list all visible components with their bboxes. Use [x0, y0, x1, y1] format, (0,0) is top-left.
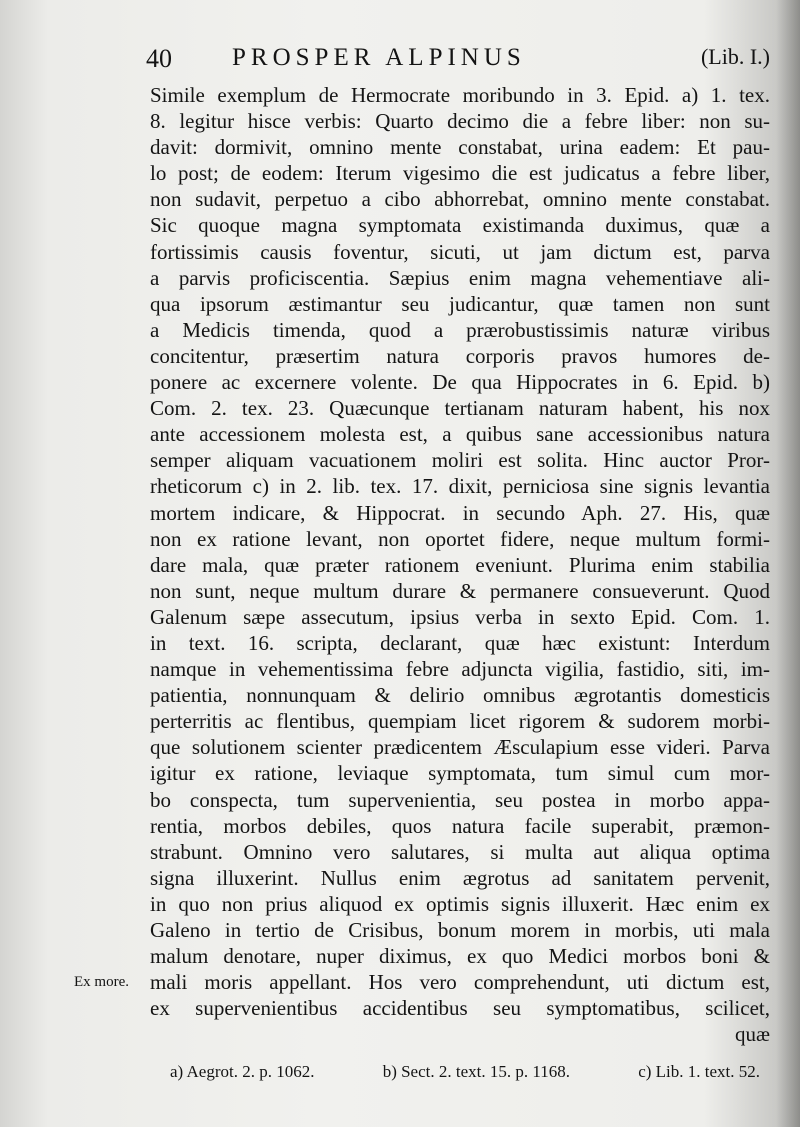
- body-text: [150, 82, 770, 1047]
- text-line: concitentur, præsertim natura corporis pravos humores de-: [150, 343, 770, 368]
- text-line: rentia, morbos debiles, quos natura facile superabit, præmon-: [150, 813, 770, 838]
- footnote-c: c) Lib. 1. text. 52.: [638, 1062, 760, 1081]
- text-line: ponere ac excernere volente. De qua Hippocrates in 6. Epid. b): [150, 370, 770, 395]
- text-line: strabunt. Omnino vero salutares, si multa aut aliqua optima: [150, 839, 770, 864]
- text-line: namque in vehementissima febre adjuncta vigilia, fastidio, siti, im-: [150, 657, 770, 682]
- footnote-a: a) Aegrot. 2. p. 1062.: [170, 1062, 315, 1081]
- text-line: davit: dormivit, omnino mente constabat, urina eadem: Et pau-: [150, 135, 770, 160]
- text-line: Galenum sæpe assecutum, ipsius verba in sexto Epid. Com. 1.: [150, 604, 770, 629]
- page-number: 40: [146, 44, 172, 73]
- text-line: ex supervenientibus accidentibus seu symptomatibus, scilicet,: [150, 996, 770, 1021]
- text-line: Simile exemplum de Hermocrate moribundo in 3. Epid. a) 1. tex.: [150, 83, 770, 107]
- text-line: Galeno in tertio de Crisibus, bonum morem in morbis, uti mala: [150, 918, 770, 942]
- text-line: semper aliquam vacuationem moliri est solita. Hinc auctor Pror-: [150, 448, 770, 473]
- text-line: que solutionem scienter prædicentem Æsculapium esse videri. Parva: [150, 735, 770, 760]
- text-line: igitur ex ratione, leviaque symptomata, tum simul cum mor-: [150, 761, 770, 786]
- text-line: qua ipsorum æstimantur seu judicantur, quæ tamen non sunt: [150, 291, 770, 316]
- footnotes: [170, 1062, 760, 1082]
- text-line: a Medicis timenda, quod a prærobustissimis naturæ viribus: [150, 317, 770, 342]
- footnote-b: b) Sect. 2. text. 15. p. 1168.: [382, 1062, 570, 1081]
- text-line: mali moris appellant. Hos vero comprehendunt, uti dictum est,: [150, 970, 770, 995]
- text-line: non ex ratione levant, non oportet fidere, neque multum formi-: [150, 526, 770, 551]
- text-line: fortissimis causis foventur, sicuti, ut jam dictum est, parva: [150, 239, 770, 264]
- text-line: in quo non prius aliquod ex optimis signis illuxerit. Hæc enim ex: [150, 891, 770, 916]
- margin-note: Ex more.: [74, 974, 129, 990]
- text-line: signa illuxerint. Nullus enim ægrotus ad sanitatem pervenit,: [150, 865, 770, 890]
- book-reference: (Lib. I.): [700, 44, 770, 69]
- text-line: 8. legitur hisce verbis: Quarto decimo die a febre liber: non su-: [150, 109, 770, 134]
- text-line: Com. 2. tex. 23. Quæcunque tertianam naturam habent, his nox: [150, 396, 770, 421]
- text-line: perterritis ac flentibus, quempiam licet rigorem & sudorem morbi-: [150, 709, 770, 734]
- text-line: dare mala, quæ præter rationem eveniunt. Plurima enim stabilia: [150, 552, 770, 577]
- text-line: a parvis proficiscentia. Sæpius enim magna vehementiave ali-: [150, 265, 770, 290]
- text-line: mortem indicare, & Hippocrat. in secundo Aph. 27. His, quæ: [150, 500, 770, 525]
- page-header: [146, 44, 770, 78]
- text-line: in text. 16. scripta, declarant, quæ hæc existunt: Interdum: [150, 630, 770, 655]
- text-line: Sic quoque magna symptomata existimanda duximus, quæ a: [150, 213, 770, 238]
- text-line: quæ: [734, 1022, 770, 1047]
- text-line: malum denotare, nuper diximus, ex quo Medici morbos boni &: [150, 944, 770, 969]
- running-title: PROSPER ALPINUS: [232, 44, 526, 71]
- text-line: non sunt, neque multum durare & permanere consueverunt. Quod: [150, 578, 770, 603]
- text-line: bo conspecta, tum supervenientia, seu postea in morbo appa-: [150, 787, 770, 812]
- text-line: rheticorum c) in 2. lib. tex. 17. dixit, perniciosa sine signis levantia: [150, 474, 770, 499]
- text-line: non sudavit, perpetuo a cibo abhorrebat, omnino mente constabat.: [150, 187, 770, 212]
- text-line: ante accessionem molesta est, a quibus sane accessionibus natura: [150, 422, 770, 447]
- text-line: patientia, nonnunquam & delirio omnibus ægrotantis domesticis: [150, 683, 770, 708]
- text-line: lo post; de eodem: Iterum vigesimo die est judicatus a febre liber,: [150, 161, 770, 186]
